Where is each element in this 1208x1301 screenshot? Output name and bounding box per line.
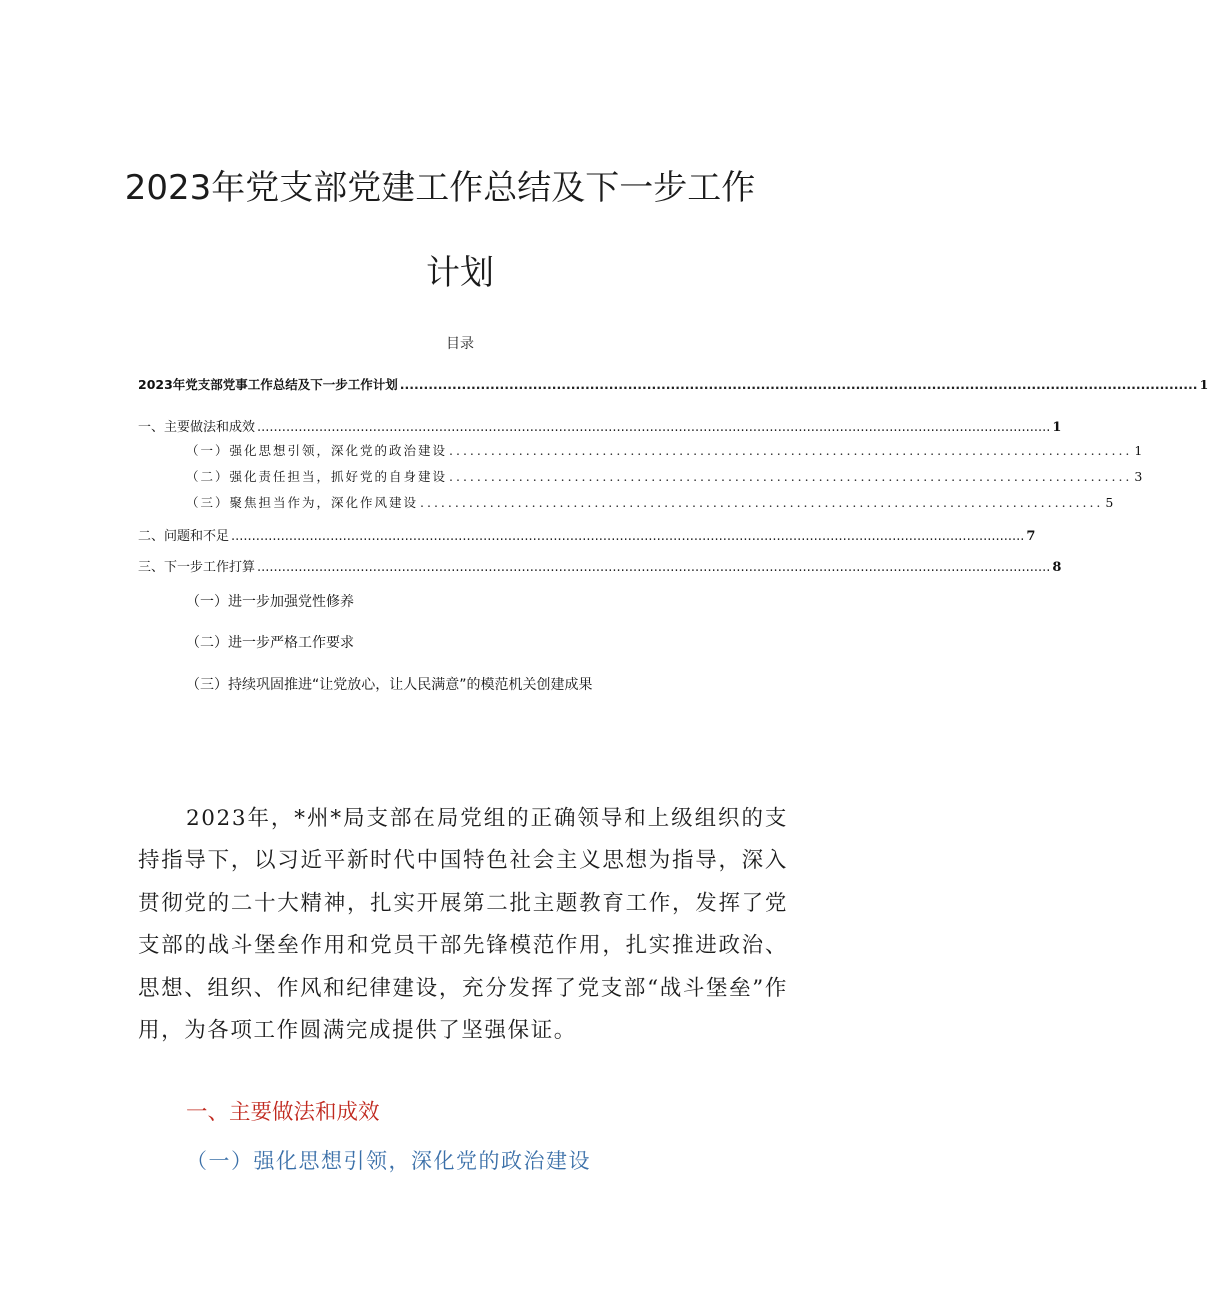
plan-item-1: （一）进一步加强党性修养 <box>186 594 354 610</box>
toc-leader-dots: .................................................................................................. <box>449 443 1133 458</box>
toc-entry-page: 1 <box>1052 420 1062 435</box>
toc-entry-label: （一）强化思想引领，深化党的政治建设 <box>186 443 448 458</box>
toc-entry-section-2[interactable] <box>138 525 1036 544</box>
toc-leader-dots: .................................................................................................. <box>449 469 1133 484</box>
plan-item-2: （二）进一步严格工作要求 <box>186 635 354 651</box>
toc-leader-dots: .................................................................................................. <box>420 495 1104 510</box>
toc-leader-dots: ................................................................................................................................................................................................ <box>257 420 1051 435</box>
toc-leader-dots: ................................................................................................................................................................................................ <box>257 560 1051 575</box>
toc-entry-section-3[interactable] <box>138 556 1062 575</box>
toc-entry-page: 3 <box>1134 469 1143 484</box>
toc-entry-section-1-1[interactable] <box>186 441 1143 459</box>
toc-entry-page: 8 <box>1052 560 1062 575</box>
toc-entry-label: 一、主要做法和成效 <box>138 420 256 435</box>
document-title-line-1: 2023年党支部党建工作总结及下一步工作 <box>124 168 756 208</box>
toc-entry-label: 二、问题和不足 <box>138 529 230 544</box>
toc-entry-section-1[interactable] <box>138 416 1062 435</box>
body-paragraph: 2023年，*州*局支部在局党组的正确领导和上级组织的支持指导下，以习近平新时代中国特色社会主义思想为指导，深入贯彻党的二十大精神，扎实开展第二批主题教育工作，发挥了党支部的战斗堡垒作用和党员干部先锋模范作用，扎实推进政治、思想、组织、作风和纪律建设，充分发挥了党支部“战斗堡垒”作用，为各项工作圆满完成提供了坚强保证。 <box>138 806 788 1044</box>
toc-entry-page: 1 <box>1134 443 1143 458</box>
toc-leader-dots: ........................................................................................................................................................................ <box>399 377 1198 392</box>
toc-entry-document-title[interactable] <box>138 375 1208 393</box>
toc-entry-label: （二）强化责任担当，抓好党的自身建设 <box>186 469 448 484</box>
toc-entry-page: 7 <box>1026 529 1036 544</box>
toc-heading: 目录 <box>446 336 474 352</box>
section-heading: 一、主要做法和成效 <box>186 1100 380 1125</box>
toc-entry-label: （三）聚焦担当作为，深化作风建设 <box>186 495 419 510</box>
plan-item-3: （三）持续巩固推进“让党放心，让人民满意”的模范机关创建成果 <box>186 677 593 693</box>
toc-entry-section-1-3[interactable] <box>186 493 1114 511</box>
toc-entry-label: 2023年党支部党事工作总结及下一步工作计划 <box>138 377 398 392</box>
toc-entry-label: 三、下一步工作打算 <box>138 560 256 575</box>
document-title-line-2: 计划 <box>426 253 494 293</box>
toc-entry-page: 5 <box>1105 495 1114 510</box>
subsection-heading: （一）强化思想引领，深化党的政治建设 <box>186 1149 591 1173</box>
toc-entry-page: 1 <box>1199 377 1208 392</box>
toc-entry-section-1-2[interactable] <box>186 467 1143 485</box>
toc-leader-dots: ................................................................................................................................................................................................ <box>231 529 1025 544</box>
